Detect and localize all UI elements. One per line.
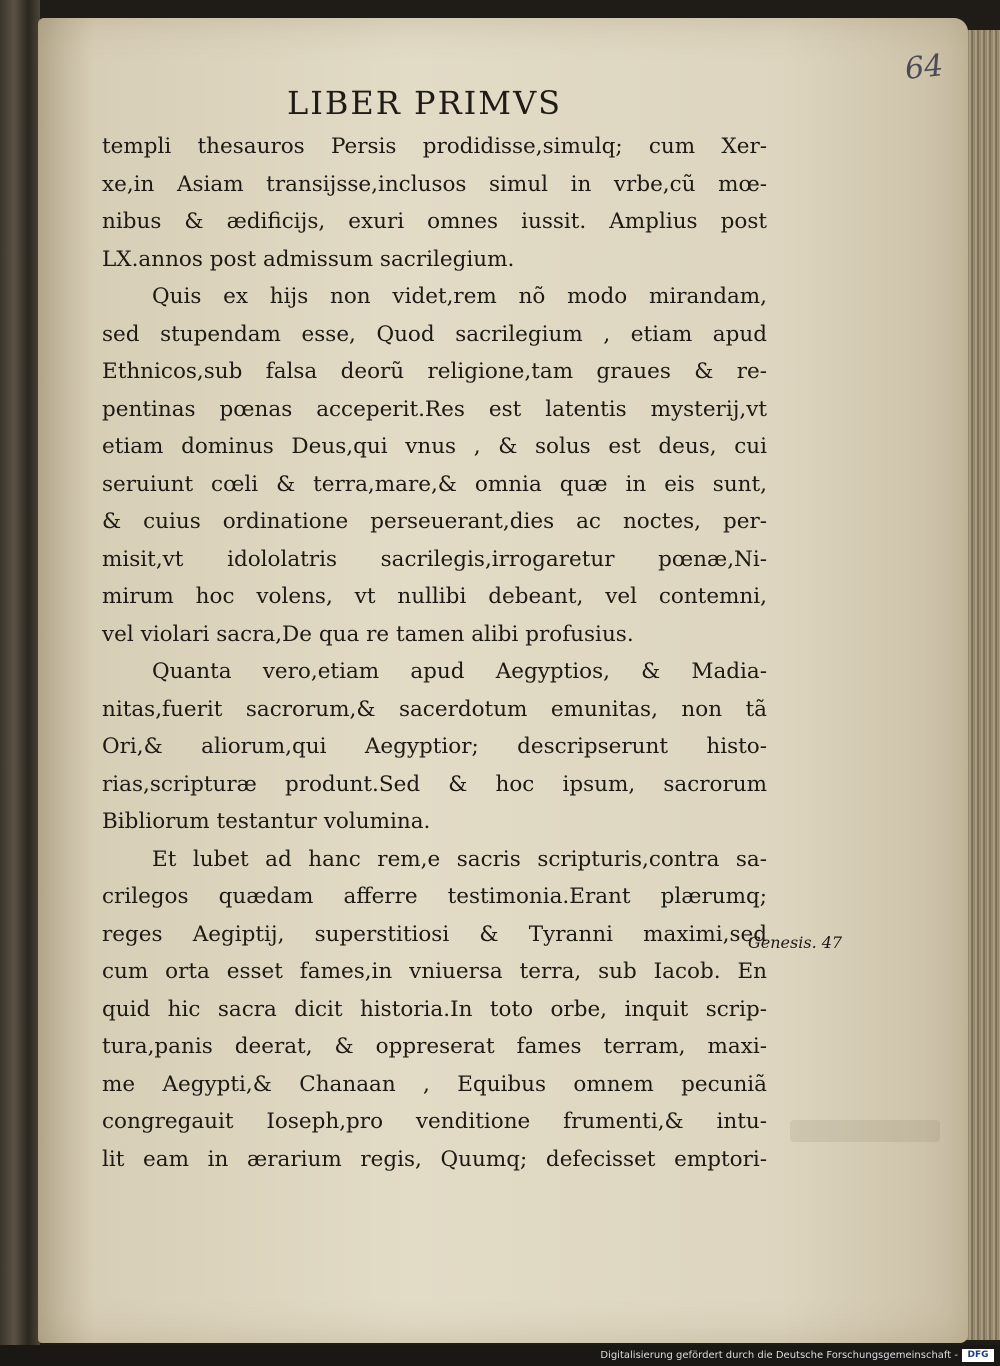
text-line: LX.annos post admissum sacrilegium. — [102, 246, 515, 272]
text-line: lit eam in ærarium regis, Quumq; defecisset emptori- — [102, 1146, 767, 1172]
marginal-note: Genesis. 47 — [748, 933, 843, 952]
text-line: quid hic sacra dicit historia.In toto orbe, inquit scrip- — [102, 996, 767, 1022]
text-line: congregauit Ioseph,pro venditione frumenti,& intu- — [102, 1109, 767, 1134]
text-line: Ori,& aliorum,qui Aegyptior; descripserunt histo- — [102, 734, 767, 759]
text-line: Bibliorum testantur volumina. — [102, 809, 431, 834]
text-line: rias,scripturæ produnt.Sed & hoc ipsum, sacrorum — [102, 771, 767, 797]
text-line: reges Aegiptij, superstitiosi & Tyranni maximi,sed — [102, 921, 767, 947]
text-line: tura,panis deerat, & oppreserat fames terram, maxi- — [102, 1034, 767, 1059]
body-text — [102, 128, 767, 1178]
text-line: Quis ex hijs non videt,rem nõ modo mirandam, — [152, 284, 767, 309]
text-line: & cuius ordinatione perseuerant,dies ac noctes, per- — [102, 509, 767, 534]
text-line: xe,in Asiam transijsse,inclusos simul in vrbe,cũ mœ- — [102, 171, 767, 197]
folio-number: 64 — [903, 48, 945, 87]
text-line: Et lubet ad hanc rem,e sacris scripturis,contra sa- — [152, 846, 767, 872]
text-line: mirum hoc volens, vt nullibi debeant, vel contemni, — [102, 584, 767, 609]
text-line: crilegos quædam afferre testimonia.Erant plærumq; — [102, 884, 767, 909]
text-line: me Aegypti,& Chanaan , Equibus omnem pecuniã — [102, 1071, 767, 1097]
text-line: nibus & ædificijs, exuri omnes iussit. Amplius post — [102, 209, 767, 234]
text-line: Ethnicos,sub falsa deorũ religione,tam graues & re- — [102, 359, 767, 384]
text-line: pentinas pœnas acceperit.Res est latentis mysterij,vt — [102, 396, 767, 422]
text-line: Quanta vero,etiam apud Aegyptios, & Madia- — [152, 659, 767, 684]
text-line: seruiunt cœli & terra,mare,& omnia quæ in eis sunt, — [102, 471, 767, 497]
text-line: misit,vt idololatris sacrilegis,irrogaretur pœnæ,Ni- — [102, 546, 767, 572]
running-head: LIBER PRIMVS — [287, 84, 563, 122]
text-line: etiam dominus Deus,qui vnus , & solus est deus, cui — [102, 434, 767, 459]
text-line: sed stupendam esse, Quod sacrilegium , etiam apud — [102, 321, 767, 347]
text-line: templi thesauros Persis prodidisse,simulq; cum Xer- — [102, 134, 767, 159]
text-line: nitas,fuerit sacrorum,& sacerdotum emunitas, non tã — [102, 696, 767, 722]
ink-show-through — [790, 1120, 940, 1142]
text-line: cum orta esset fames,in vniuersa terra, sub Iacob. En — [102, 959, 767, 984]
digitization-credit: Digitalisierung gefördert durch die Deutsche Forschungsgemeinschaft - — [600, 1350, 958, 1361]
book-binding — [0, 0, 40, 1345]
dfg-logo: DFG — [962, 1349, 994, 1362]
text-line: vel violari sacra,De qua re tamen alibi profusius. — [102, 621, 634, 647]
